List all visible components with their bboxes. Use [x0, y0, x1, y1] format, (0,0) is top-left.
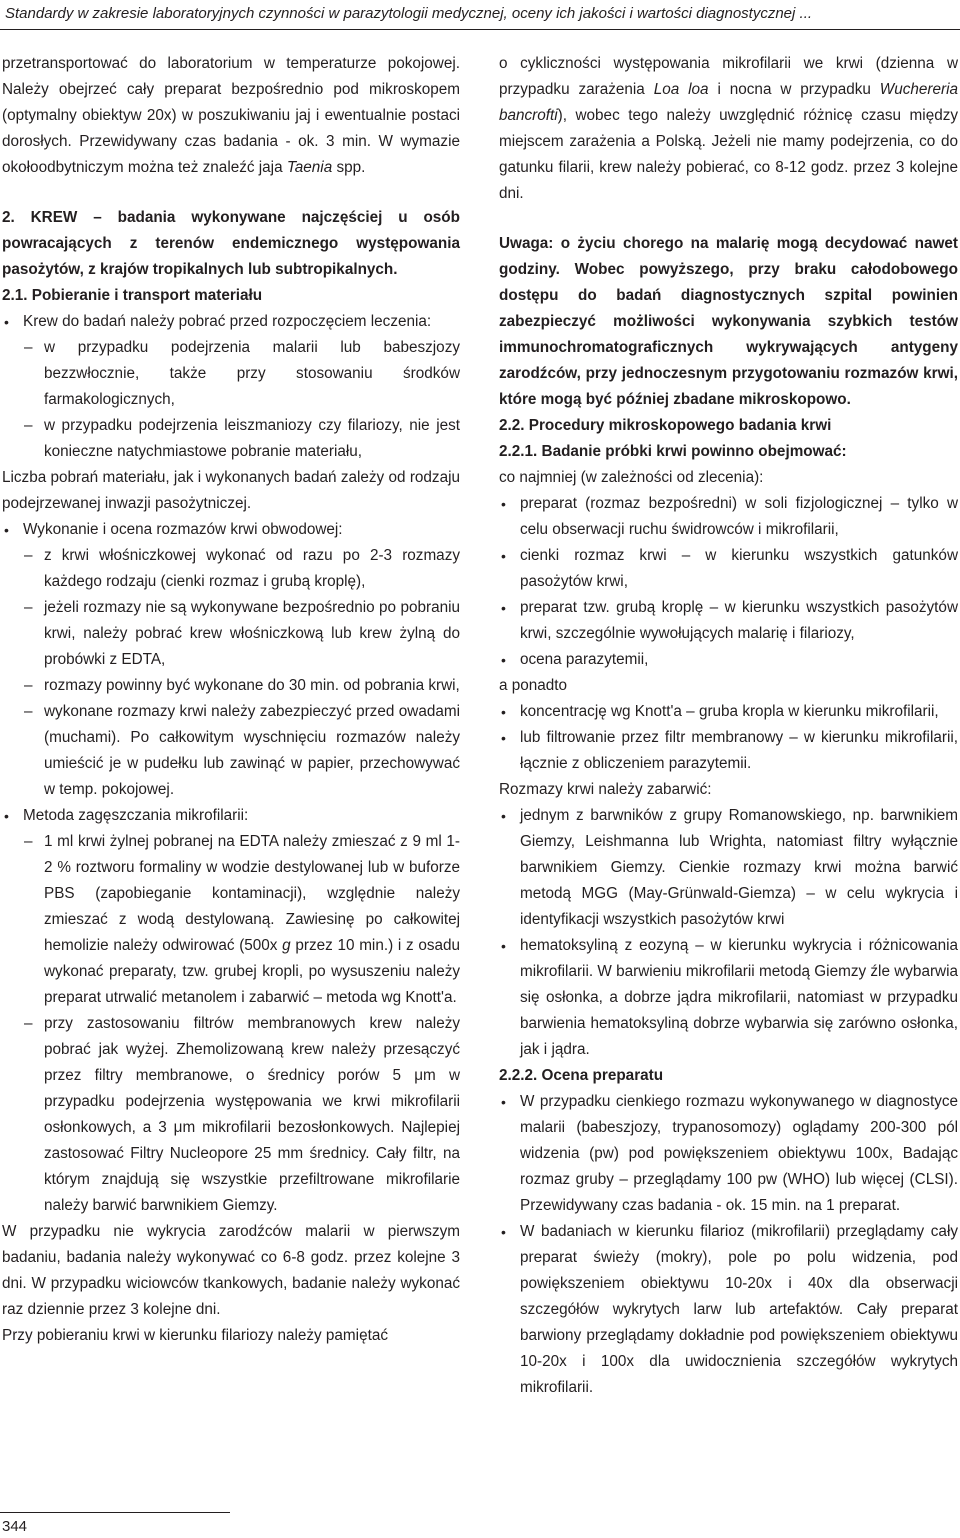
- dash-icon: –: [24, 833, 33, 850]
- intro-paragraph: [2, 51, 460, 181]
- dash-filters: – przy zastosowaniu filtrów membranowych krew należy pobrać jak wyżej. Zhemolizowaną krew należy przesączyć przez filtry membranowe, o średnicy porów 5 μm w przypadku podejrzenia występowania we krwi mikrofilarii osłonkowych, a 3 μm mikrofilarii bezosłonkowych. Najlepiej zastosować Filtry Nucleopore 25 mm średnicy. Cały filtr, na którym znajdują się wszystkie przefiltrowane mikrofilarie należy barwić barwnikiem Giemzy.: [2, 1011, 460, 1219]
- section-2-2-1-heading: 2.2.1. Badanie próbki krwi powinno obejmować:: [499, 443, 847, 460]
- bullet-icon: •: [4, 522, 9, 538]
- section-2-1-heading: 2.1. Pobieranie i transport materiału: [2, 287, 263, 304]
- left-column: [2, 51, 460, 1349]
- footer-rule: [0, 1512, 230, 1513]
- bullet-hematoxylin: • hematoksyliną z eozyną – w kierunku wykrycia i różnicowania mikrofilarii. W barwieniu mikrofilarii metodą Giemzy źle wybarwia się osłonka, a dobrze jądra mikrofilarii, natomiast w przypadku barwienia hematoksyliną dobrze wybarwia się zarówno osłonka, jak i jądra.: [499, 933, 958, 1063]
- a-ponadto: a ponadto: [499, 677, 568, 694]
- dash-30min: – rozmazy powinny być wykonane do 30 min. od pobrania krwi,: [2, 673, 460, 699]
- bullet-icon: •: [501, 938, 506, 954]
- page-number: 344: [2, 1518, 28, 1535]
- section-2-2-heading: 2.2. Procedury mikroskopowego badania krwi: [499, 417, 832, 434]
- dash-knott: – 1 ml krwi żylnej pobranej na EDTA należy zmieszać z 9 ml 1-2 % roztworu formaliny w wodzie destylowanej lub w buforze PBS (zapobieganie kontaminacji), względnie należy zmieszać z wodą destylowaną. Zawiesinę po całkowitej hemolizie należy odwirować (500x g przez 10 min.) i z osadu wykonać preparaty, tzw. grubej kropli, po wysuszeniu należy preparat utrwalić metanolem i zabarwić – metoda wg Knott'a.: [2, 829, 460, 1011]
- dash-icon: –: [24, 339, 33, 356]
- dash-edta: – jeżeli rozmazy nie są wykonywane bezpośrednio po pobraniu krwi, należy pobrać krew włośniczkową lub krew żylną do probówki z EDTA,: [2, 595, 460, 673]
- bullet-icon: •: [501, 652, 506, 668]
- bullet-smears: • Wykonanie i ocena rozmazów krwi obwodowej:: [2, 517, 460, 543]
- bullet-icon: •: [501, 730, 506, 746]
- bullet-knott: • koncentrację wg Knott'a – gruba kropla w kierunku mikrofilarii,: [499, 699, 958, 725]
- bullet-icon: •: [4, 808, 9, 824]
- sampling-count-paragraph: Liczba pobrań materiału, jak i wykonanych badań zależy od rodzaju podejrzewanej inwazji pasożytniczej.: [2, 469, 460, 512]
- dash-protect: – wykonane rozmazy krwi należy zabezpieczyć przed owadami (muchami). Po całkowitym wyschnięciu rozmazów należy umieścić je w pudełku lub zawinąć w papier, przechowywać w temp. pokojowej.: [2, 699, 460, 803]
- bullet-icon: •: [501, 496, 506, 512]
- bullet-icon: •: [501, 600, 506, 616]
- bullet-thick-drop: • preparat tzw. grubą kroplę – w kierunku wszystkich pasożytów krwi, szczególnie wywołujących malarię i filariozy,: [499, 595, 958, 647]
- bullet-concentration: • Metoda zagęszczania mikrofilarii:: [2, 803, 460, 829]
- bullet-wet-mount: • preparat (rozmaz bezpośredni) w soli fizjologicznej – tylko w celu obserwacji ruchu świdrowców i mikrofilarii,: [499, 491, 958, 543]
- section-2-2-2-heading: 2.2.2. Ocena preparatu: [499, 1067, 664, 1084]
- dash-icon: –: [24, 547, 33, 564]
- dash-icon: –: [24, 677, 33, 694]
- bullet-icon: •: [501, 704, 506, 720]
- dash-icon: –: [24, 1015, 33, 1032]
- bullet-membrane: • lub filtrowanie przez filtr membranowy – w kierunku mikrofilarii, łącznie z obliczeniem parazytemii.: [499, 725, 958, 777]
- bullet-thin-smear-evaluation: • W przypadku cienkiego rozmazu wykonywanego w diagnostyce malarii (babeszjozy, trypanosomozy) oglądamy 200-300 pól widzenia (pw) pod powiększeniem obiektywu 100x, Badając rozmaz gruby – przeglądamy 100 pw (WHO) lub więcej (CLSI). Przewidywany czas badania - ok. 15 min. na 1 preparat.: [499, 1089, 958, 1219]
- section-2-2-1-intro: co najmniej (w zależności od zlecenia):: [499, 469, 764, 486]
- malaria-repeat-paragraph: W przypadku nie wykrycia zarodźców malarii w pierwszym badaniu, badania należy wykonywać co 6-8 godz. przez kolejne 3 dni. W przypadku wiciowców tkankowych, badanie należy wykonać raz dziennie przez 3 kolejne dni.: [2, 1223, 460, 1318]
- intro-end: spp.: [336, 159, 366, 176]
- bullet-thin-smear: • cienki rozmaz krwi – w kierunku wszystkich gatunków pasożytów krwi,: [499, 543, 958, 595]
- bullet-blood-before-treatment: • Krew do badań należy pobrać przed rozpoczęciem leczenia:: [2, 309, 460, 335]
- continuation-paragraph: o cykliczności występowania mikrofilarii we krwi (dzienna w przypadku zarażenia Loa loa i nocna w przypadku Wuchereria bancrofti), wobec tego należy uwzględnić różnicę czasu między miejscem zarażenia a Polską. Jeżeli nie mamy podejrzenia, co do gatunku filarii, krew należy pobierać, co 8-12 godz. przez 3 kolejne dni.: [499, 55, 959, 202]
- dash-icon: –: [24, 703, 33, 720]
- bullet-icon: •: [501, 1094, 506, 1110]
- bullet-romanowsky: • jednym z barwników z grupy Romanowskiego, np. barwnikiem Giemzy, Leishmanna lub Wrighta, natomiast filtry wyłącznie barwnikiem Giemzy. Cienkie rozmazy krwi można barwić metodą MGG (May-Grünwald-Giemza) – w celu wykrycia i identyfikacji wszystkich pasożytów krwi: [499, 803, 958, 933]
- running-header: [0, 0, 960, 30]
- running-title: Standardy w zakresie laboratoryjnych czynności w parazytologii medycznej, oceny ich jakości i wartości diagnostycznej ...: [5, 5, 813, 22]
- dash-leishmaniasis: – w przypadku podejrzenia leiszmaniozy czy filariozy, nie jest konieczne natychmiastowe pobranie materiału,: [2, 413, 460, 465]
- dash-icon: –: [24, 417, 33, 434]
- intro-text: przetransportować do laboratorium w temperaturze pokojowej. Należy obejrzeć cały preparat bezpośrednio pod mikroskopem (optymalny obiektyw 20x) w poszukiwaniu jaj i ewentualnie postaci dorosłych. Przewidywany czas badania - ok. 3 min. W wymazie okołoodbytniczym można też znaleźć jaja: [2, 55, 460, 176]
- bullet-icon: •: [501, 808, 506, 824]
- right-column: [499, 51, 958, 1401]
- section-2-heading: 2. KREW – badania wykonywane najczęściej u osób powracających z terenów endemicznego występowania pasożytów, z krajów tropikalnych lub subtropikalnych.: [2, 209, 460, 278]
- bullet-icon: •: [501, 1224, 506, 1240]
- dash-malaria: – w przypadku podejrzenia malarii lub babeszjozy bezzwłocznie, także przy stosowaniu środków farmakologicznych,: [2, 335, 460, 413]
- dash-capillary: – z krwi włośniczkowej wykonać od razu po 2-3 rozmazy każdego rodzaju (cienki rozmaz i grubą kroplę),: [2, 543, 460, 595]
- bullet-icon: •: [4, 314, 9, 330]
- bullet-icon: •: [501, 548, 506, 564]
- warning-paragraph: Uwaga: o życiu chorego na malarię mogą decydować nawet godziny. Wobec powyższego, przy braku całodobowego dostępu do badań diagnostycznych szpital powinien zabezpieczyć możliwości wykonywania szybkich testów immunochromatograficznych wykrywających antygeny zarodźców, przy jednoczesnym przygotowaniu rozmazów krwi, które mogą być później zbadane mikroskopowo.: [499, 235, 958, 408]
- bullet-filariasis-evaluation: • W badaniach w kierunku filarioz (mikrofilarii) przeglądamy cały preparat świeży (mokry), pole po polu widzenia, pod powiększeniem obiektywu 10-20x i 40x dla obserwacji szczegółów wykrytych larw lub artefaktów. Cały preparat barwiony przeglądamy dokładnie pod powiększeniem obiektywu 10-20x i 100x dla uwidocznienia szczegółów wykrytych mikrofilarii.: [499, 1219, 958, 1401]
- stain-intro: Rozmazy krwi należy zabarwić:: [499, 781, 712, 798]
- dash-icon: –: [24, 599, 33, 616]
- bullet-parasitemia: • ocena parazytemii,: [499, 647, 958, 673]
- intro-genus: Taenia: [286, 159, 333, 176]
- filariasis-paragraph: Przy pobieraniu krwi w kierunku filariozy należy pamiętać: [2, 1327, 388, 1344]
